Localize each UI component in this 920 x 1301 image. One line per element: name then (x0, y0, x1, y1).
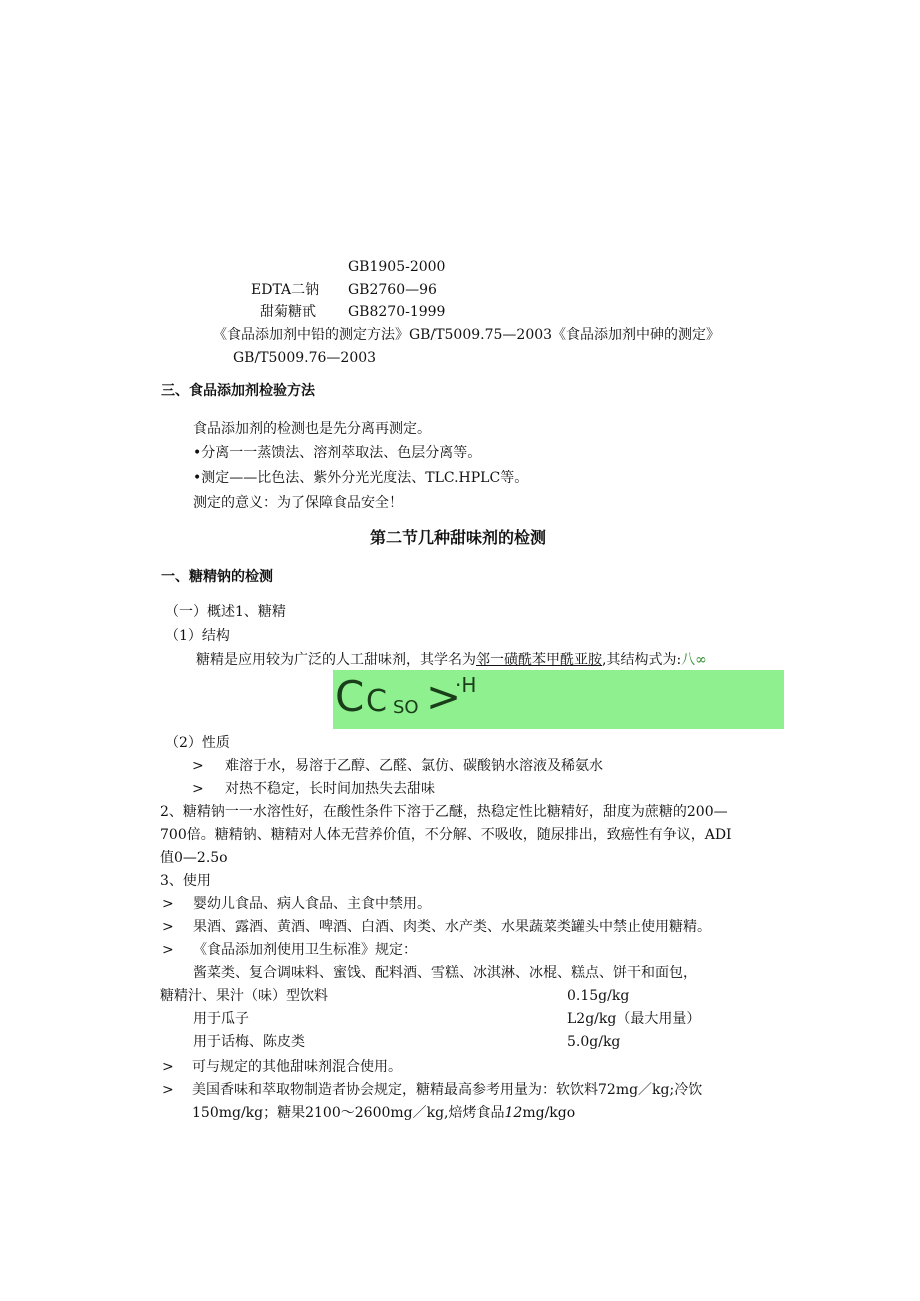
chapter-title: 第二节几种甜味剂的检测 (370, 528, 547, 547)
usage-item-4: 可与规定的其他甜味剂混合使用。 (192, 1059, 402, 1075)
standard-methods-line-2: GB/T5009.76—2003 (233, 350, 377, 366)
formula-part-4: > (426, 672, 462, 721)
usage-item-1: 婴幼儿食品、病人食品、主食中禁用。 (193, 896, 431, 912)
usage-item-5-line-2 (192, 1104, 575, 1122)
property-item-2: 对热不稳定，长时间加热失去甜味 (225, 781, 435, 797)
section-3-paragraph-2: •分离一一蒸馈法、溶剂萃取法、色层分离等。 (193, 445, 482, 461)
limit-row-1-value: 0.15g/kg (567, 988, 630, 1004)
limit-row-3-value: 5.0g/kg (567, 1034, 621, 1050)
usage-item-5-unit: mg/kgo (522, 1105, 576, 1121)
bullet-marker: > (192, 781, 204, 797)
structural-formula-image (333, 670, 784, 729)
overview-label: （一）概述1、糖精 (165, 604, 286, 620)
structure-text-fragment: 八∞ (681, 652, 707, 668)
sodium-paragraph-line-2: 700倍。糖精钠、糖精对人体无营养价值，不分解、不吸收，随尿排出，致癌性有争议，ADI (160, 827, 732, 843)
standard-code-1: GB1905-2000 (348, 259, 446, 275)
usage-item-5-number: 12 (504, 1105, 523, 1121)
section-3-paragraph-4: 测定的意义：为了保障食品安全！ (193, 495, 403, 511)
standard-methods-line: 《食品添加剂中铅的测定方法》GB/T5009.75—2003《食品添加剂中砷的测定》 (213, 327, 721, 343)
limit-row-3-label: 用于话梅、陈皮类 (193, 1034, 305, 1050)
usage-item-3: 《食品添加剂使用卫生标准》规定： (193, 942, 417, 958)
standard-name-2: EDTA二钠 (251, 282, 320, 298)
structure-description (196, 651, 707, 669)
bullet-marker: > (162, 896, 174, 912)
limit-row-1-label: 糖精汁、果汁（味）型饮料 (160, 988, 328, 1004)
limit-row-2-value: L2g/kg（最大用量） (567, 1011, 701, 1027)
bullet-marker: > (162, 919, 174, 935)
structure-text-end: ,其结构式为: (602, 652, 682, 668)
usage-item-5-text: 150mg/kg；糖果2100～2600mg／kg,焙烤食品 (192, 1105, 505, 1121)
usage-item-2: 果酒、露酒、黄酒、啤酒、白酒、肉类、水产类、水果蔬菜类罐头中禁止使用糖精。 (193, 919, 711, 935)
properties-label: （2）性质 (165, 735, 230, 751)
standard-code-3: GB8270-1999 (348, 304, 446, 320)
bullet-marker: > (162, 1082, 174, 1098)
bullet-marker: > (162, 1059, 174, 1075)
formula-part-1: C (335, 672, 365, 721)
standard-name-3: 甜菊糖甙 (260, 304, 316, 320)
usage-item-5-line-1: 美国香味和萃取物制造者协会规定，糖精最高参考用量为：软饮料72mg／kg;冷饮 (192, 1082, 703, 1098)
formula-part-2: C (366, 684, 387, 719)
chemical-name-link: 邻一磺酰苯甲酰亚胺 (476, 652, 602, 668)
section-3-paragraph-3: •测定——比色法、紫外分光光度法、TLC.HPLC等。 (193, 470, 529, 486)
standard-code-2: GB2760—96 (348, 282, 437, 298)
sodium-paragraph-line-3: 值0—2.5o (160, 850, 228, 866)
structure-label: （1）结构 (165, 628, 230, 644)
section-3-paragraph-1: 食品添加剂的检测也是先分离再测定。 (193, 421, 431, 437)
saccharin-heading: 一、糖精钠的检测 (161, 569, 273, 585)
bullet-marker: > (192, 758, 204, 774)
property-item-1: 难溶于水，易溶于乙醇、乙醛、氯仿、碳酸钠水溶液及稀氨水 (225, 758, 603, 774)
bullet-marker: > (162, 942, 174, 958)
formula-part-5: ·H (455, 673, 477, 697)
formula-part-3: SO (393, 697, 419, 718)
structure-text-start: 糖精是应用较为广泛的人工甜味剂，其学名为 (196, 652, 476, 668)
limit-row-2-label: 用于瓜子 (193, 1011, 249, 1027)
usage-item-3-sub: 酱菜类、复合调味料、蜜饯、配料酒、雪糕、冰淇淋、冰棍、糕点、饼干和面包， (193, 965, 697, 981)
sodium-paragraph-line-1: 2、糖精钠一一水溶性好，在酸性条件下溶于乙醚，热稳定性比糖精好，甜度为蔗糖的200— (160, 804, 728, 820)
usage-label: 3、使用 (160, 873, 211, 889)
section-3-heading: 三、食品添加剂检验方法 (161, 383, 315, 399)
